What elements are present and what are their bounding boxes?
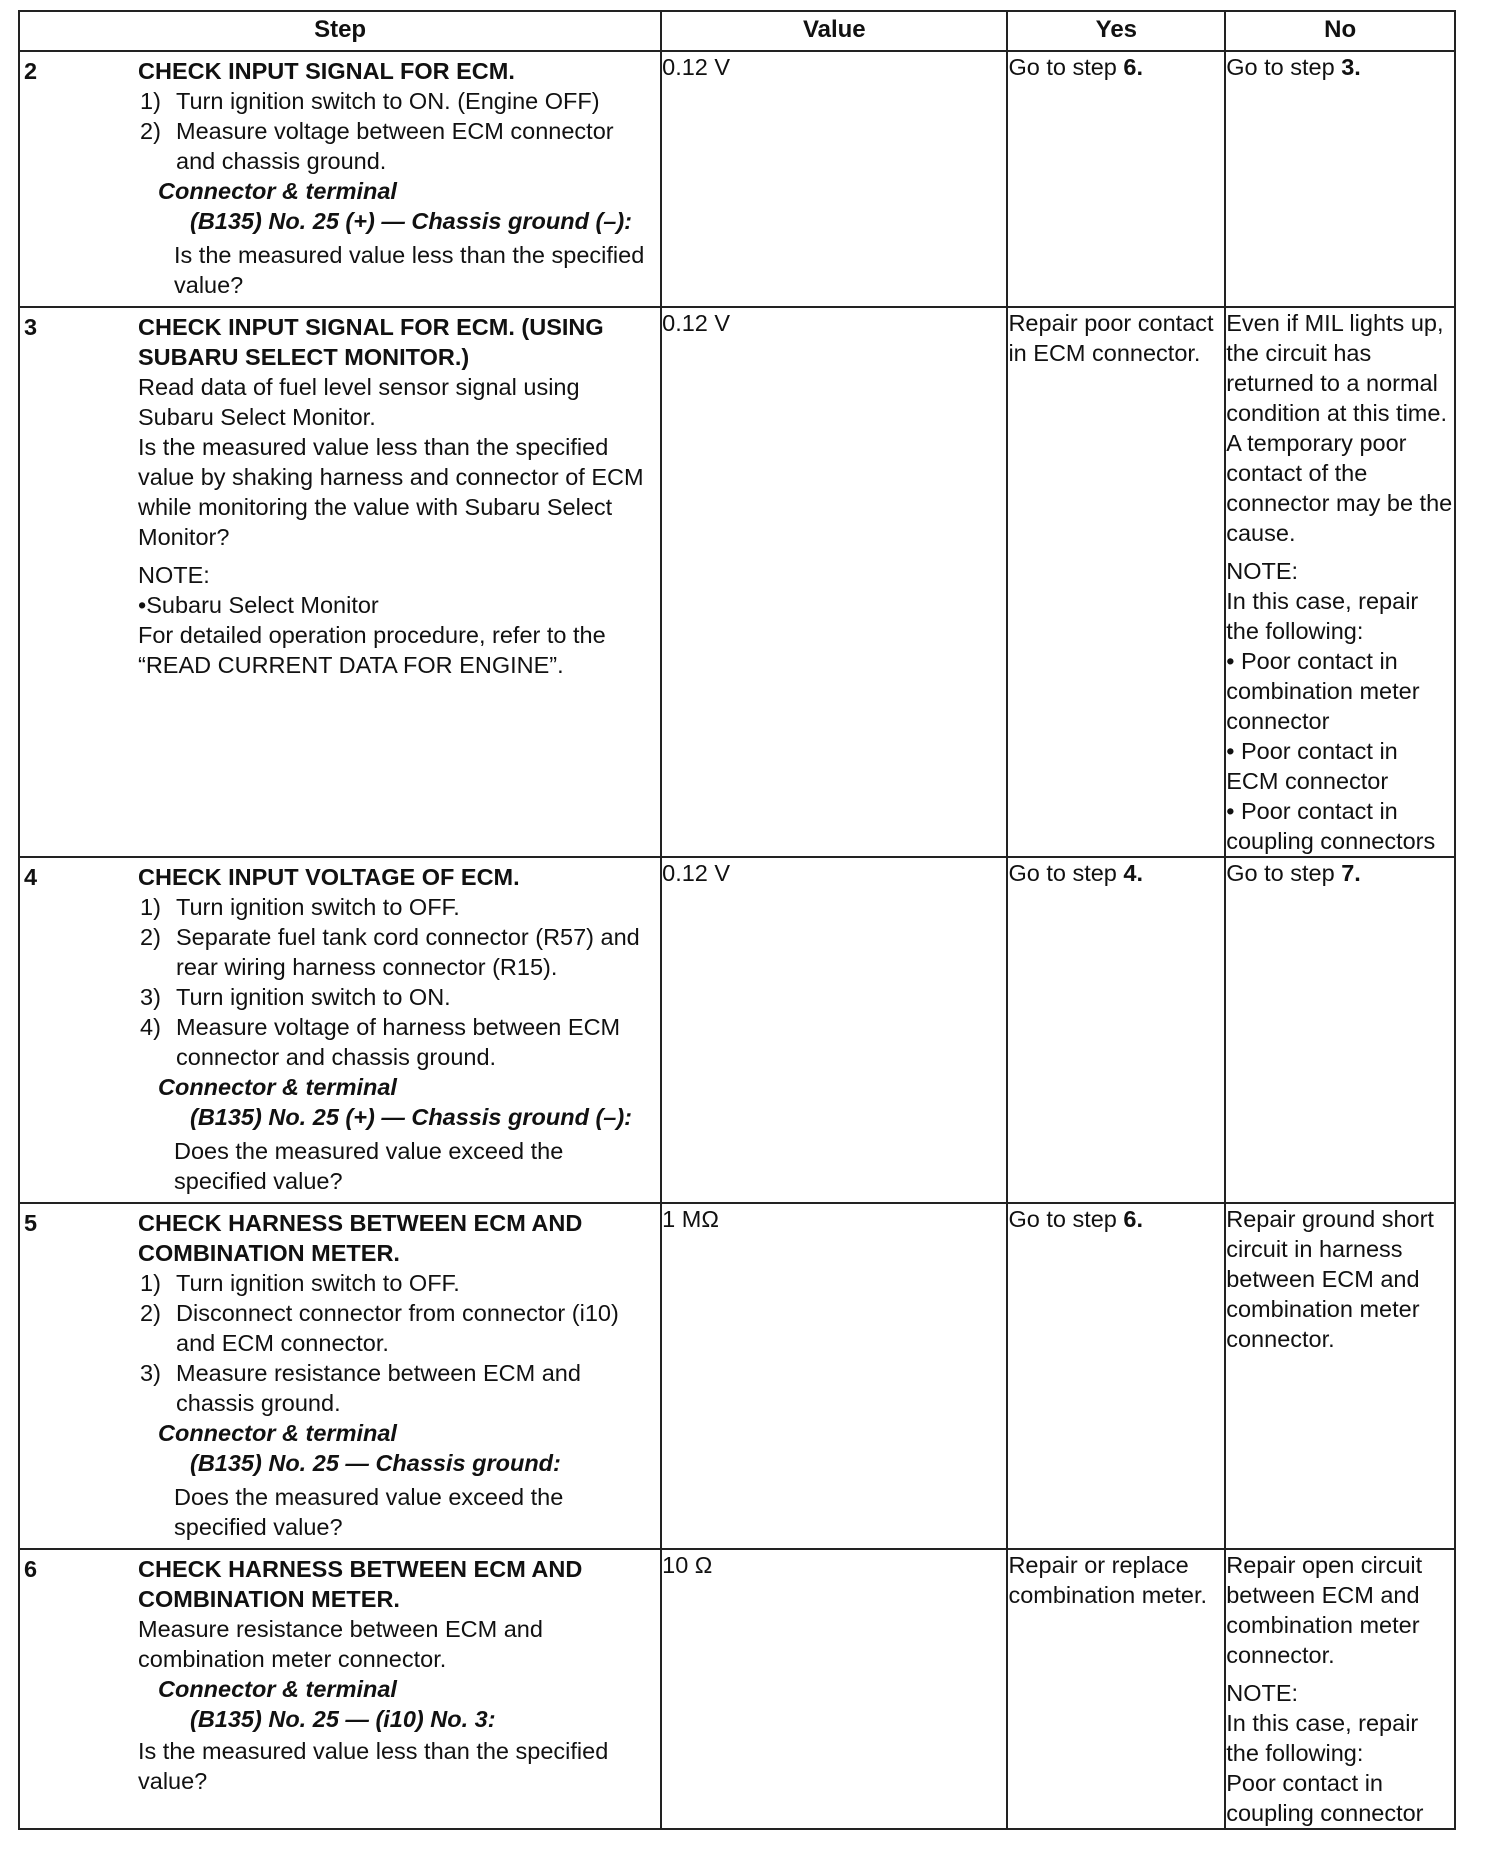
no-cell bbox=[1225, 307, 1455, 857]
no-cell bbox=[1225, 1549, 1455, 1829]
check-question: Is the measured value less than the specified value? bbox=[138, 1738, 609, 1794]
no-step-link: 7. bbox=[1341, 860, 1361, 886]
connector-label: Connector & terminal bbox=[158, 1676, 397, 1702]
yes-text: Go to step bbox=[1008, 1206, 1124, 1232]
no-text: Go to step bbox=[1226, 860, 1342, 886]
note-label: NOTE: bbox=[1226, 1680, 1299, 1706]
table-row bbox=[19, 51, 1455, 307]
no-text: Even if MIL lights up, the circuit has returned to a normal condition at this time. A temporary poor contact of the connector may be the cause. bbox=[1226, 310, 1453, 546]
procedure-number: 3) bbox=[140, 984, 161, 1010]
header-step: Step bbox=[19, 11, 661, 51]
procedure-number: 2) bbox=[140, 924, 161, 950]
step-number: 5 bbox=[24, 1210, 38, 1236]
value-cell: 1 MΩ bbox=[661, 1203, 1007, 1549]
no-cell bbox=[1225, 51, 1455, 307]
no-cell bbox=[1225, 857, 1455, 1203]
header-row bbox=[19, 11, 1455, 51]
yes-text: Go to step bbox=[1008, 54, 1124, 80]
check-question: Does the measured value exceed the specified value? bbox=[174, 1138, 564, 1194]
procedure-text: Measure voltage between ECM connector and chassis ground. bbox=[176, 118, 614, 174]
step-number: 3 bbox=[24, 314, 38, 340]
procedure-number: 3) bbox=[140, 1360, 161, 1386]
procedure-text: Disconnect connector from connector (i10) and ECM connector. bbox=[176, 1300, 619, 1356]
step-title: CHECK INPUT VOLTAGE OF ECM. bbox=[138, 864, 520, 890]
value-cell: 0.12 V bbox=[661, 51, 1007, 307]
procedure-item bbox=[138, 982, 654, 1012]
header-yes: Yes bbox=[1007, 11, 1225, 51]
procedure-item bbox=[138, 116, 654, 176]
header-value: Value bbox=[661, 11, 1007, 51]
step-title: CHECK INPUT SIGNAL FOR ECM. bbox=[138, 58, 515, 84]
procedure-item bbox=[138, 922, 654, 982]
value-cell: 0.12 V bbox=[661, 857, 1007, 1203]
procedure-item bbox=[138, 1298, 654, 1358]
note-item: •Subaru Select Monitor bbox=[138, 592, 379, 618]
step-title: CHECK HARNESS BETWEEN ECM AND COMBINATION METER. bbox=[138, 1556, 583, 1612]
step-cell bbox=[19, 1203, 661, 1549]
value-cell: 10 Ω bbox=[661, 1549, 1007, 1829]
procedure-item bbox=[138, 1012, 654, 1072]
procedure-number: 1) bbox=[140, 88, 161, 114]
yes-step-link: 4. bbox=[1123, 860, 1144, 886]
step-number: 6 bbox=[24, 1556, 38, 1582]
terminal-spec: (B135) No. 25 — (i10) No. 3: bbox=[190, 1706, 496, 1732]
step-procedure bbox=[138, 86, 654, 176]
yes-cell bbox=[1007, 857, 1225, 1203]
step-cell bbox=[19, 307, 661, 857]
list-item: • Poor contact in combination meter connector bbox=[1226, 648, 1420, 734]
procedure-number: 1) bbox=[140, 1270, 161, 1296]
yes-cell bbox=[1007, 1203, 1225, 1549]
list-item: • Poor contact in ECM connector bbox=[1226, 738, 1398, 794]
terminal-spec: (B135) No. 25 (+) — Chassis ground (–): bbox=[190, 208, 633, 234]
table-row bbox=[19, 1203, 1455, 1549]
procedure-text: Measure voltage of harness between ECM connector and chassis ground. bbox=[176, 1014, 621, 1070]
procedure-number: 1) bbox=[140, 894, 161, 920]
procedure-text: Turn ignition switch to ON. (Engine OFF) bbox=[176, 88, 600, 114]
note-text: In this case, repair the following: bbox=[1226, 1710, 1419, 1766]
header-no: No bbox=[1225, 11, 1455, 51]
no-step-link: 3. bbox=[1341, 54, 1361, 80]
terminal-spec: (B135) No. 25 (+) — Chassis ground (–): bbox=[190, 1104, 633, 1130]
step-title: CHECK HARNESS BETWEEN ECM AND COMBINATION METER. bbox=[138, 1210, 583, 1266]
procedure-number: 2) bbox=[140, 1300, 161, 1326]
note-label: NOTE: bbox=[138, 562, 210, 588]
list-item: Poor contact in coupling connector bbox=[1226, 1770, 1424, 1826]
yes-step-link: 6. bbox=[1123, 54, 1144, 80]
procedure-item bbox=[138, 1268, 654, 1298]
note-text: In this case, repair the following: bbox=[1226, 588, 1419, 644]
procedure-number: 4) bbox=[140, 1014, 161, 1040]
procedure-text: Turn ignition switch to ON. bbox=[176, 984, 451, 1010]
step-cell bbox=[19, 1549, 661, 1829]
procedure-text: Turn ignition switch to OFF. bbox=[176, 894, 460, 920]
value-cell: 0.12 V bbox=[661, 307, 1007, 857]
table-row bbox=[19, 857, 1455, 1203]
connector-label: Connector & terminal bbox=[158, 178, 397, 204]
check-question: Is the measured value less than the specified value? bbox=[174, 242, 645, 298]
no-cell: Repair ground short circuit in harness between ECM and combination meter connector. bbox=[1225, 1203, 1455, 1549]
connector-label: Connector & terminal bbox=[158, 1074, 397, 1100]
yes-cell: Repair or replace combination meter. bbox=[1007, 1549, 1225, 1829]
diagnosis-table bbox=[18, 10, 1456, 1830]
check-question: Is the measured value less than the specified value by shaking harness and connector of ECM while monitoring the value with Subaru Select Monitor? bbox=[138, 434, 644, 550]
procedure-item bbox=[138, 892, 654, 922]
yes-text: Go to step bbox=[1008, 860, 1124, 886]
procedure-number: 2) bbox=[140, 118, 161, 144]
yes-cell: Repair poor contact in ECM connector. bbox=[1007, 307, 1225, 857]
note-text: For detailed operation procedure, refer to the “READ CURRENT DATA FOR ENGINE”. bbox=[138, 622, 606, 678]
step-number: 4 bbox=[24, 864, 38, 890]
check-question: Does the measured value exceed the specified value? bbox=[174, 1484, 564, 1540]
no-text: Repair open circuit between ECM and combination meter connector. bbox=[1226, 1552, 1423, 1668]
connector-label: Connector & terminal bbox=[158, 1420, 397, 1446]
procedure-text: Separate fuel tank cord connector (R57) and rear wiring harness connector (R15). bbox=[176, 924, 640, 980]
step-description: Measure resistance between ECM and combination meter connector. bbox=[138, 1616, 543, 1672]
yes-cell bbox=[1007, 51, 1225, 307]
procedure-text: Turn ignition switch to OFF. bbox=[176, 1270, 460, 1296]
step-description: Read data of fuel level sensor signal using Subaru Select Monitor. bbox=[138, 374, 580, 430]
note-label: NOTE: bbox=[1226, 558, 1299, 584]
step-procedure bbox=[138, 892, 654, 1072]
step-procedure bbox=[138, 1268, 654, 1418]
procedure-text: Measure resistance between ECM and chassis ground. bbox=[176, 1360, 581, 1416]
step-number: 2 bbox=[24, 58, 38, 84]
step-title: CHECK INPUT SIGNAL FOR ECM. (USING SUBARU SELECT MONITOR.) bbox=[138, 314, 604, 370]
yes-step-link: 6. bbox=[1123, 1206, 1144, 1232]
step-cell bbox=[19, 51, 661, 307]
step-cell bbox=[19, 857, 661, 1203]
terminal-spec: (B135) No. 25 — Chassis ground: bbox=[190, 1450, 561, 1476]
table-row bbox=[19, 1549, 1455, 1829]
procedure-item bbox=[138, 86, 654, 116]
procedure-item bbox=[138, 1358, 654, 1418]
list-item: • Poor contact in coupling connectors bbox=[1226, 798, 1436, 854]
table-row bbox=[19, 307, 1455, 857]
no-text: Go to step bbox=[1226, 54, 1342, 80]
